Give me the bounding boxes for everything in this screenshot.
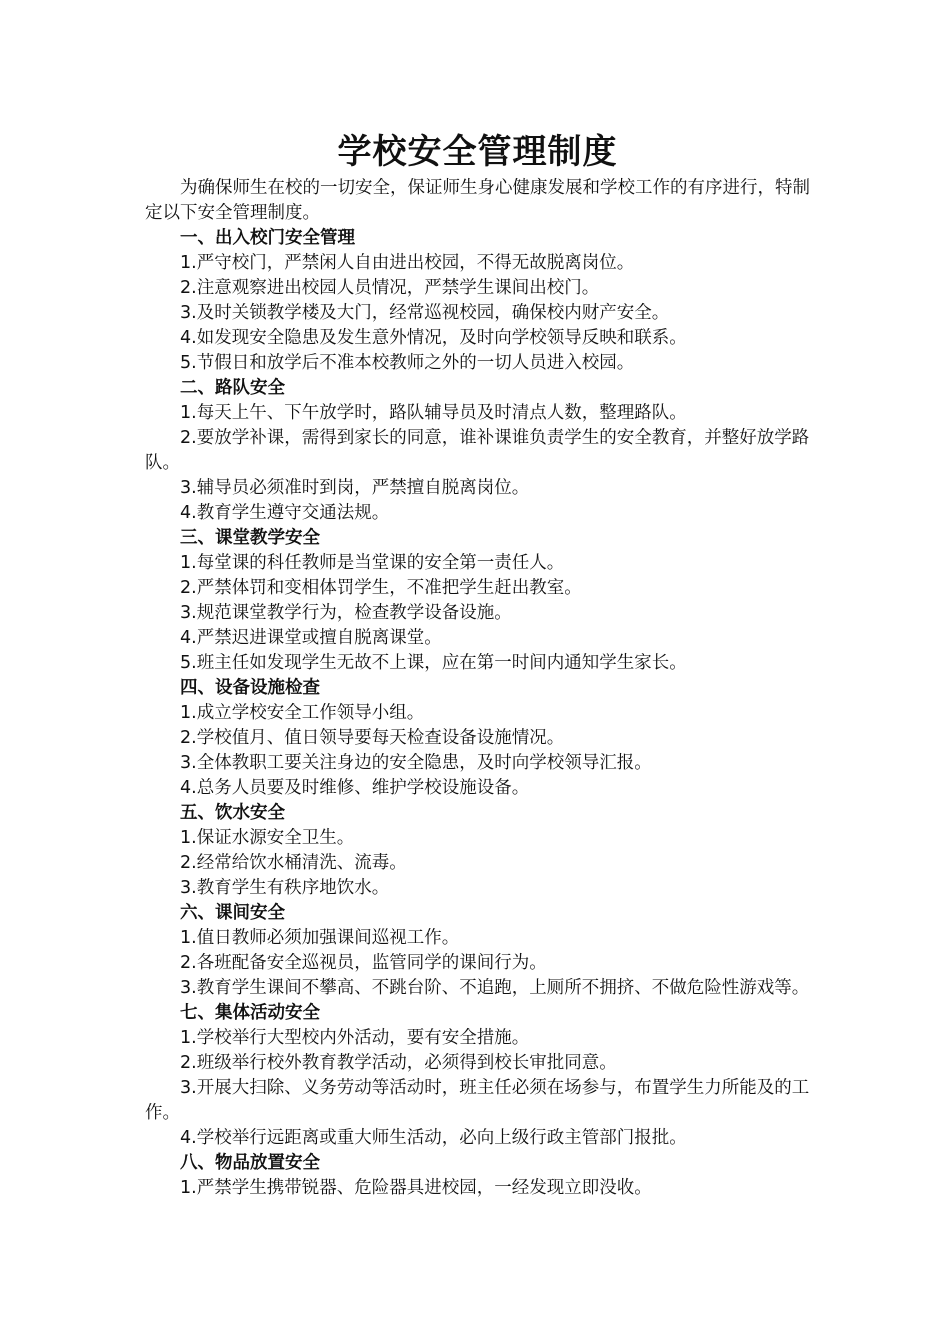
section-heading: 六、课间安全 [180, 903, 285, 923]
section-item: 2.学校值月、值日领导要每天检查设备设施情况。 [180, 728, 565, 748]
section-item: 4.总务人员要及时维修、维护学校设施设备。 [180, 778, 530, 798]
section-item: 5.班主任如发现学生无故不上课，应在第一时间内通知学生家长。 [180, 653, 687, 673]
section-item: 4.严禁迟进课堂或擅自脱离课堂。 [180, 628, 442, 648]
section-item: 2.各班配备安全巡视员，监管同学的课间行为。 [180, 953, 547, 973]
section [145, 1001, 810, 1151]
section-item: 1.成立学校安全工作领导小组。 [180, 703, 425, 723]
section-item: 1.每堂课的科任教师是当堂课的安全第一责任人。 [180, 553, 565, 573]
section-item: 4.学校举行远距离或重大师生活动，必向上级行政主管部门报批。 [180, 1128, 687, 1148]
section-heading: 二、路队安全 [180, 378, 285, 398]
section-item: 5.节假日和放学后不准本校教师之外的一切人员进入校园。 [180, 353, 635, 373]
section-item: 3.教育学生课间不攀高、不跳台阶、不追跑，上厕所不拥挤、不做危险性游戏等。 [180, 978, 810, 998]
section-item: 4.如发现安全隐患及发生意外情况，及时向学校领导反映和联系。 [180, 328, 687, 348]
section-item: 3.开展大扫除、义务劳动等活动时，班主任必须在场参与，布置学生力所能及的工作。 [145, 1078, 810, 1123]
section-item: 2.注意观察进出校园人员情况，严禁学生课间出校门。 [180, 278, 600, 298]
sections-container [145, 226, 810, 1201]
section [145, 226, 810, 376]
section-item: 1.保证水源安全卫生。 [180, 828, 355, 848]
section-item: 1.值日教师必须加强课间巡视工作。 [180, 928, 460, 948]
section [145, 376, 810, 526]
section-item: 2.班级举行校外教育教学活动，必须得到校长审批同意。 [180, 1053, 617, 1073]
section [145, 801, 810, 901]
section-item: 1.学校举行大型校内外活动，要有安全措施。 [180, 1028, 530, 1048]
section-item: 3.教育学生有秩序地饮水。 [180, 878, 390, 898]
document-page [145, 128, 810, 1201]
section [145, 676, 810, 801]
section-heading: 五、饮水安全 [180, 803, 285, 823]
intro-paragraph: 为确保师生在校的一切安全，保证师生身心健康发展和学校工作的有序进行，特制定以下安全管理制度。 [145, 178, 810, 223]
section-item: 1.严禁学生携带锐器、危险器具进校园，一经发现立即没收。 [180, 1178, 652, 1198]
section-item: 2.经常给饮水桶清洗、流毒。 [180, 853, 407, 873]
section-item: 2.要放学补课，需得到家长的同意，谁补课谁负责学生的安全教育，并整好放学路队。 [145, 428, 810, 473]
section-heading: 一、出入校门安全管理 [180, 228, 355, 248]
section-heading: 七、集体活动安全 [180, 1003, 320, 1023]
section-item: 2.严禁体罚和变相体罚学生，不准把学生赶出教室。 [180, 578, 582, 598]
section-heading: 八、物品放置安全 [180, 1153, 320, 1173]
section-item: 1.严守校门，严禁闲人自由进出校园，不得无故脱离岗位。 [180, 253, 635, 273]
section-item: 3.全体教职工要关注身边的安全隐患，及时向学校领导汇报。 [180, 753, 652, 773]
section-heading: 四、设备设施检查 [180, 678, 320, 698]
section-item: 4.教育学生遵守交通法规。 [180, 503, 390, 523]
section-item: 3.及时关锁教学楼及大门，经常巡视校园，确保校内财产安全。 [180, 303, 670, 323]
section [145, 526, 810, 676]
section [145, 1151, 810, 1201]
document-title: 学校安全管理制度 [337, 132, 618, 172]
section-heading: 三、课堂教学安全 [180, 528, 320, 548]
section [145, 901, 810, 1001]
section-item: 3.规范课堂教学行为，检查教学设备设施。 [180, 603, 512, 623]
section-item: 1.每天上午、下午放学时，路队辅导员及时清点人数，整理路队。 [180, 403, 687, 423]
section-item: 3.辅导员必须准时到岗，严禁擅自脱离岗位。 [180, 478, 530, 498]
